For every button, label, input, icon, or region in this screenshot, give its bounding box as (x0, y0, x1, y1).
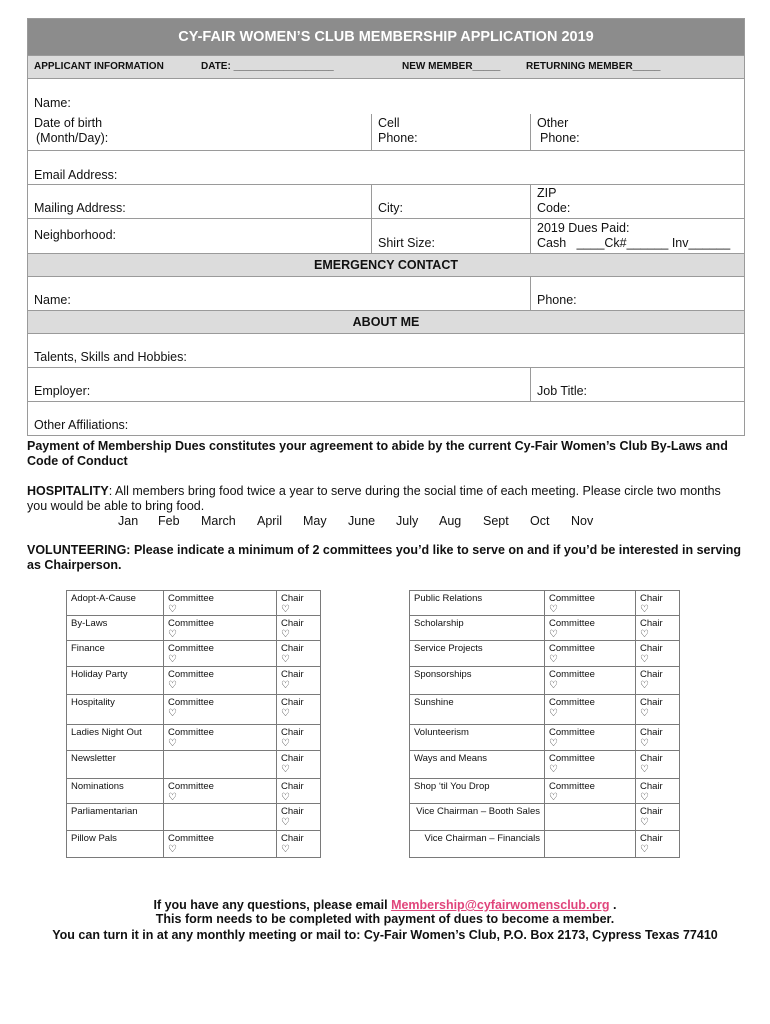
committee-option-cell[interactable] (545, 616, 636, 641)
committee-name: Volunteerism (410, 725, 545, 751)
committee-name: Holiday Party (67, 667, 164, 695)
month-march[interactable]: March (201, 514, 236, 528)
month-aug[interactable]: Aug (439, 514, 462, 528)
heart-checkbox-icon[interactable]: ♡ (168, 792, 177, 803)
committee-name: Adopt-A-Cause (67, 591, 164, 616)
chair-option-cell[interactable] (636, 779, 680, 804)
committee-option-cell[interactable] (545, 667, 636, 695)
heart-checkbox-icon[interactable]: ♡ (640, 844, 649, 855)
chair-option-cell[interactable] (636, 725, 680, 751)
chair-option-label: Chair (281, 697, 304, 708)
heart-checkbox-icon[interactable]: ♡ (549, 764, 558, 775)
committee-option-label: Committee (168, 727, 214, 738)
mailing-address-label: Mailing Address: (34, 201, 126, 215)
hospitality-paragraph (27, 484, 743, 514)
agreement-text: Payment of Membership Dues constitutes your agreement to abide by the current Cy-Fair Women’s Club By-Laws and Code of Conduct (27, 439, 728, 468)
committee-row (67, 591, 321, 616)
committee-row (410, 667, 680, 695)
emergency-phone-label: Phone: (537, 293, 577, 307)
committee-row (67, 831, 321, 858)
heart-checkbox-icon[interactable]: ♡ (281, 844, 290, 855)
city-label: City: (378, 201, 403, 215)
committee-option-label: Committee (549, 593, 595, 604)
chair-option-cell[interactable] (277, 591, 321, 616)
hospitality-label: HOSPITALITY (27, 484, 109, 498)
volunteering-text: VOLUNTEERING: Please indicate a minimum of 2 committees you’d like to serve on and if you’d be interested in serving as Chairperson. (27, 543, 742, 572)
committee-option-cell[interactable] (545, 591, 636, 616)
chair-option-label: Chair (640, 669, 663, 680)
heart-checkbox-icon[interactable]: ♡ (640, 708, 649, 719)
month-oct[interactable]: Oct (530, 514, 550, 528)
heart-checkbox-icon[interactable]: ♡ (281, 680, 290, 691)
committee-row (410, 591, 680, 616)
committee-option-cell[interactable] (545, 695, 636, 725)
chair-option-cell[interactable] (277, 804, 321, 831)
month-april[interactable]: April (257, 514, 283, 528)
chair-option-label: Chair (640, 806, 663, 817)
mailing-address-cell[interactable] (28, 185, 371, 218)
chair-option-cell[interactable] (277, 695, 321, 725)
employer-row (28, 367, 744, 401)
cell-phone-label-2: Phone: (378, 131, 418, 145)
heart-checkbox-icon[interactable]: ♡ (281, 708, 290, 719)
neighborhood-cell[interactable] (28, 219, 371, 253)
address-row (28, 184, 744, 218)
chair-option-cell[interactable] (636, 641, 680, 667)
chair-option-label: Chair (281, 753, 304, 764)
dues-cell[interactable] (530, 219, 744, 253)
chair-option-cell[interactable] (277, 751, 321, 779)
footer-line-2: This form needs to be completed with payment of dues to become a member. (155, 912, 615, 926)
zip-label-2: Code: (537, 201, 571, 215)
committee-name: By-Laws (67, 616, 164, 641)
committee-row (410, 616, 680, 641)
chair-option-cell[interactable] (277, 779, 321, 804)
committee-option-label: Committee (168, 643, 214, 654)
committee-option-label: Committee (549, 727, 595, 738)
employer-cell[interactable] (28, 368, 530, 401)
chair-option-label: Chair (281, 643, 304, 654)
committee-name: Parliamentarian (67, 804, 164, 831)
chair-option-label: Chair (640, 697, 663, 708)
talents-row (28, 333, 744, 367)
cell-phone-label: Cell (378, 116, 400, 130)
heart-checkbox-icon[interactable]: ♡ (168, 654, 177, 665)
chair-option-cell[interactable] (636, 831, 680, 858)
month-july[interactable]: July (396, 514, 419, 528)
committee-option-label: Committee (168, 593, 214, 604)
committee-row (410, 804, 680, 831)
committee-option-cell[interactable] (164, 725, 277, 751)
heart-checkbox-icon[interactable]: ♡ (549, 708, 558, 719)
committee-name: Shop ‘til You Drop (410, 779, 545, 804)
committee-option-cell (164, 804, 277, 831)
committee-row (410, 779, 680, 804)
dob-label-2: (Month/Day): (36, 131, 109, 145)
committee-row (410, 695, 680, 725)
dob-cell[interactable] (28, 114, 371, 150)
chair-option-cell[interactable] (277, 667, 321, 695)
committee-option-label: Committee (168, 781, 214, 792)
committee-row (67, 779, 321, 804)
heart-checkbox-icon[interactable]: ♡ (549, 629, 558, 640)
heart-checkbox-icon[interactable]: ♡ (640, 654, 649, 665)
month-nov[interactable]: Nov (571, 514, 594, 528)
email-row (28, 150, 744, 184)
city-cell[interactable] (371, 185, 531, 218)
committee-name: Hospitality (67, 695, 164, 725)
applicant-name-field[interactable]: Name: (34, 96, 71, 110)
zip-label: ZIP (537, 186, 557, 200)
affiliations-row (28, 401, 744, 435)
committee-option-cell[interactable] (545, 725, 636, 751)
form-title: CY-FAIR WOMEN’S CLUB MEMBERSHIP APPLICATION 2019 (28, 19, 744, 55)
committee-option-label: Committee (549, 618, 595, 629)
chair-option-label: Chair (281, 669, 304, 680)
chair-option-label: Chair (640, 593, 663, 604)
month-sept[interactable]: Sept (483, 514, 509, 528)
committee-option-cell[interactable] (164, 779, 277, 804)
chair-option-cell[interactable] (277, 616, 321, 641)
committee-option-label: Committee (168, 697, 214, 708)
committee-table-right (409, 590, 680, 858)
other-phone-label-2: Phone: (540, 131, 580, 145)
shirt-size-label: Shirt Size: (378, 236, 435, 250)
committee-option-cell[interactable] (164, 695, 277, 725)
heart-checkbox-icon[interactable]: ♡ (549, 654, 558, 665)
chair-option-cell[interactable] (277, 831, 321, 858)
heart-checkbox-icon[interactable]: ♡ (549, 680, 558, 691)
heart-checkbox-icon[interactable]: ♡ (168, 738, 177, 749)
email-field[interactable]: Email Address: (34, 168, 118, 182)
chair-option-label: Chair (640, 833, 663, 844)
committee-option-cell[interactable] (164, 831, 277, 858)
emergency-name-cell[interactable] (28, 277, 530, 310)
committee-option-label: Committee (168, 669, 214, 680)
dues-label: 2019 Dues Paid: (537, 221, 630, 235)
applicant-header-row (28, 55, 744, 78)
heart-checkbox-icon[interactable]: ♡ (549, 604, 558, 615)
heart-checkbox-icon[interactable]: ♡ (640, 817, 649, 828)
committee-name: Vice Chairman – Financials (410, 831, 545, 858)
committee-option-cell[interactable] (164, 667, 277, 695)
committee-option-cell[interactable] (164, 641, 277, 667)
heart-checkbox-icon[interactable]: ♡ (640, 764, 649, 775)
month-jan[interactable]: Jan (118, 514, 139, 528)
date-field[interactable]: DATE: __________________ (201, 61, 334, 72)
heart-checkbox-icon[interactable]: ♡ (281, 604, 290, 615)
committee-option-label: Committee (168, 618, 214, 629)
chair-option-label: Chair (281, 833, 304, 844)
month-may[interactable]: May (303, 514, 327, 528)
month-june[interactable]: June (348, 514, 376, 528)
committee-name: Sunshine (410, 695, 545, 725)
committee-option-cell (545, 804, 636, 831)
committee-name: Ladies Night Out (67, 725, 164, 751)
heart-checkbox-icon[interactable]: ♡ (168, 629, 177, 640)
committee-name: Nominations (67, 779, 164, 804)
footer-line-3: You can turn it in at any monthly meeting or mail to: Cy-Fair Women’s Club, P.O. Box 2173, Cypress Texas 77410 (52, 928, 718, 942)
committee-option-cell[interactable] (545, 641, 636, 667)
footer-period: . (609, 898, 617, 912)
heart-checkbox-icon[interactable]: ♡ (281, 764, 290, 775)
cell-phone-cell[interactable] (371, 114, 531, 150)
committee-row (67, 667, 321, 695)
job-title-label: Job Title: (537, 384, 588, 398)
membership-email-link[interactable]: Membership@cyfairwomensclub.org (391, 898, 610, 912)
emergency-phone-cell[interactable] (530, 277, 744, 310)
heart-checkbox-icon[interactable]: ♡ (640, 738, 649, 749)
committee-option-cell[interactable] (164, 591, 277, 616)
committee-option-cell (164, 751, 277, 779)
chair-option-label: Chair (640, 643, 663, 654)
committee-option-label: Committee (549, 643, 595, 654)
committee-row (410, 831, 680, 858)
heart-checkbox-icon[interactable]: ♡ (281, 654, 290, 665)
emergency-row (28, 276, 744, 310)
committee-name: Vice Chairman – Booth Sales (410, 804, 545, 831)
chair-option-label: Chair (640, 618, 663, 629)
committee-row (67, 725, 321, 751)
committee-option-label: Committee (549, 753, 595, 764)
committee-name: Sponsorships (410, 667, 545, 695)
committee-row (67, 616, 321, 641)
other-phone-label: Other (537, 116, 569, 130)
chair-option-cell[interactable] (277, 641, 321, 667)
month-feb[interactable]: Feb (158, 514, 180, 528)
committee-name: Finance (67, 641, 164, 667)
heart-checkbox-icon[interactable]: ♡ (168, 680, 177, 691)
committee-row (410, 641, 680, 667)
zip-cell[interactable] (530, 185, 744, 218)
heart-checkbox-icon[interactable]: ♡ (281, 738, 290, 749)
committee-option-label: Committee (549, 781, 595, 792)
heart-checkbox-icon[interactable]: ♡ (640, 604, 649, 615)
neighborhood-row (28, 218, 744, 253)
committee-name: Scholarship (410, 616, 545, 641)
chair-option-cell[interactable] (636, 751, 680, 779)
chair-option-cell[interactable] (636, 695, 680, 725)
affiliations-field[interactable]: Other Affiliations: (34, 418, 129, 432)
committee-option-cell (545, 831, 636, 858)
committee-option-cell[interactable] (545, 779, 636, 804)
hospitality-text: : All members bring food twice a year to serve during the social time of each meeting. Please circle two months you would be able to bring food. (27, 484, 721, 513)
job-title-cell[interactable] (530, 368, 744, 401)
committee-option-label: Committee (549, 669, 595, 680)
heart-checkbox-icon[interactable]: ♡ (168, 708, 177, 719)
committee-name: Public Relations (410, 591, 545, 616)
emergency-name-label: Name: (34, 293, 71, 307)
chair-option-label: Chair (640, 781, 663, 792)
chair-option-label: Chair (281, 727, 304, 738)
committee-row (67, 804, 321, 831)
employer-label: Employer: (34, 384, 91, 398)
committee-row (67, 641, 321, 667)
heart-checkbox-icon[interactable]: ♡ (281, 817, 290, 828)
committee-name: Pillow Pals (67, 831, 164, 858)
other-phone-cell[interactable] (530, 114, 744, 150)
returning-member-field[interactable]: RETURNING MEMBER_____ (526, 61, 661, 72)
heart-checkbox-icon[interactable]: ♡ (640, 629, 649, 640)
committee-row (410, 751, 680, 779)
about-me-heading: ABOUT ME (28, 310, 744, 333)
application-form (27, 18, 745, 436)
footer-question-text: If you have any questions, please email (153, 898, 392, 912)
committee-name: Newsletter (67, 751, 164, 779)
heart-checkbox-icon[interactable]: ♡ (281, 792, 290, 803)
chair-option-label: Chair (640, 727, 663, 738)
committee-option-label: Committee (168, 833, 214, 844)
chair-option-label: Chair (281, 618, 304, 629)
emergency-contact-heading: EMERGENCY CONTACT (28, 253, 744, 276)
chair-option-label: Chair (281, 593, 304, 604)
heart-checkbox-icon[interactable]: ♡ (168, 844, 177, 855)
heart-checkbox-icon[interactable]: ♡ (168, 604, 177, 615)
dues-payment-label: Cash ____Ck#______ Inv______ (537, 236, 731, 250)
heart-checkbox-icon[interactable]: ♡ (549, 792, 558, 803)
heart-checkbox-icon[interactable]: ♡ (281, 629, 290, 640)
committee-option-cell[interactable] (164, 616, 277, 641)
chair-option-label: Chair (281, 781, 304, 792)
neighborhood-label: Neighborhood: (34, 228, 117, 242)
committee-name: Ways and Means (410, 751, 545, 779)
chair-option-cell[interactable] (636, 804, 680, 831)
applicant-info-label: APPLICANT INFORMATION (34, 61, 164, 72)
talents-field[interactable]: Talents, Skills and Hobbies: (34, 350, 187, 364)
new-member-field[interactable]: NEW MEMBER_____ (402, 61, 501, 72)
chair-option-label: Chair (281, 806, 304, 817)
chair-option-cell[interactable] (277, 725, 321, 751)
shirt-size-cell[interactable] (371, 219, 531, 253)
chair-option-cell[interactable] (636, 616, 680, 641)
chair-option-cell[interactable] (636, 591, 680, 616)
committee-option-cell[interactable] (545, 751, 636, 779)
heart-checkbox-icon[interactable]: ♡ (549, 738, 558, 749)
committee-row (410, 725, 680, 751)
committee-row (67, 751, 321, 779)
heart-checkbox-icon[interactable]: ♡ (640, 680, 649, 691)
dob-label: Date of birth (34, 116, 103, 130)
committee-name: Service Projects (410, 641, 545, 667)
heart-checkbox-icon[interactable]: ♡ (640, 792, 649, 803)
chair-option-label: Chair (640, 753, 663, 764)
committee-option-label: Committee (549, 697, 595, 708)
committee-row (67, 695, 321, 725)
dob-phone-row (28, 114, 744, 150)
chair-option-cell[interactable] (636, 667, 680, 695)
committee-table-left (66, 590, 321, 858)
